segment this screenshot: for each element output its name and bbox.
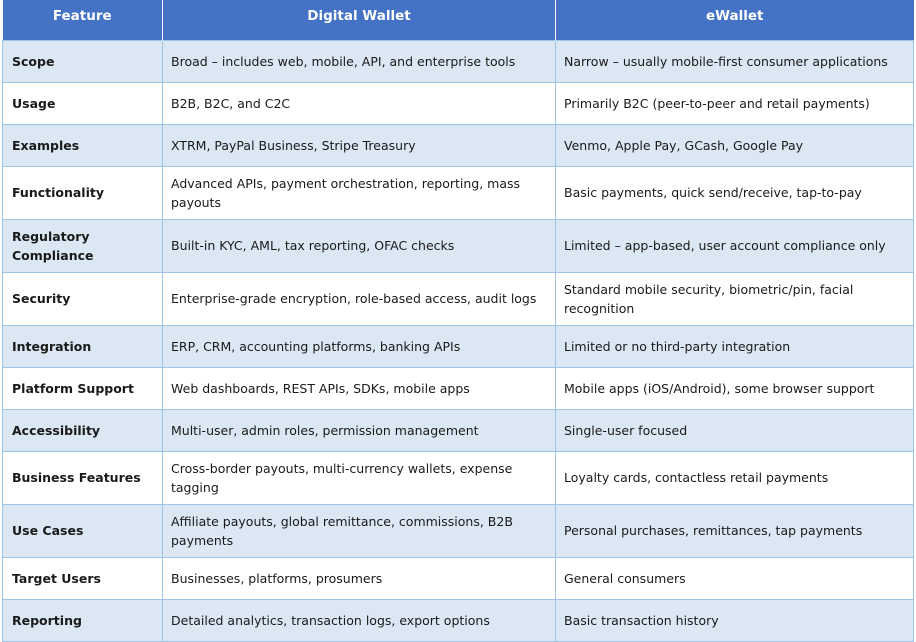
table-row — [3, 220, 914, 273]
digital-wallet-cell: Detailed analytics, transaction logs, export options — [163, 600, 556, 642]
header-feature: Feature — [3, 0, 163, 41]
comparison-table — [2, 0, 914, 642]
header-ewallet: eWallet — [556, 0, 914, 41]
digital-wallet-cell: Affiliate payouts, global remittance, commissions, B2B payments — [163, 505, 556, 558]
digital-wallet-cell: Multi-user, admin roles, permission management — [163, 410, 556, 452]
table-row — [3, 452, 914, 505]
table-row — [3, 167, 914, 220]
feature-cell: Target Users — [3, 558, 163, 600]
comparison-table-container — [2, 0, 913, 632]
table-row — [3, 505, 914, 558]
ewallet-cell: Primarily B2C (peer-to-peer and retail payments) — [556, 83, 914, 125]
ewallet-cell: General consumers — [556, 558, 914, 600]
header-row — [3, 0, 914, 41]
digital-wallet-cell: Cross-border payouts, multi-currency wallets, expense tagging — [163, 452, 556, 505]
digital-wallet-cell: Enterprise-grade encryption, role-based access, audit logs — [163, 273, 556, 326]
table-row — [3, 558, 914, 600]
feature-cell: Regulatory Compliance — [3, 220, 163, 273]
ewallet-cell: Loyalty cards, contactless retail payments — [556, 452, 914, 505]
feature-cell: Platform Support — [3, 368, 163, 410]
digital-wallet-cell: Web dashboards, REST APIs, SDKs, mobile apps — [163, 368, 556, 410]
digital-wallet-cell: Broad – includes web, mobile, API, and enterprise tools — [163, 41, 556, 83]
table-row — [3, 410, 914, 452]
feature-cell: Integration — [3, 326, 163, 368]
feature-cell: Functionality — [3, 167, 163, 220]
table-row — [3, 273, 914, 326]
feature-cell: Accessibility — [3, 410, 163, 452]
ewallet-cell: Venmo, Apple Pay, GCash, Google Pay — [556, 125, 914, 167]
table-row — [3, 125, 914, 167]
digital-wallet-cell: ERP, CRM, accounting platforms, banking APIs — [163, 326, 556, 368]
table-row — [3, 326, 914, 368]
ewallet-cell: Mobile apps (iOS/Android), some browser support — [556, 368, 914, 410]
digital-wallet-cell: XTRM, PayPal Business, Stripe Treasury — [163, 125, 556, 167]
digital-wallet-cell: Built-in KYC, AML, tax reporting, OFAC checks — [163, 220, 556, 273]
feature-cell: Use Cases — [3, 505, 163, 558]
digital-wallet-cell: Advanced APIs, payment orchestration, reporting, mass payouts — [163, 167, 556, 220]
ewallet-cell: Limited – app-based, user account compliance only — [556, 220, 914, 273]
digital-wallet-cell: B2B, B2C, and C2C — [163, 83, 556, 125]
table-row — [3, 83, 914, 125]
feature-cell: Security — [3, 273, 163, 326]
table-row — [3, 41, 914, 83]
feature-cell: Usage — [3, 83, 163, 125]
ewallet-cell: Limited or no third-party integration — [556, 326, 914, 368]
table-row — [3, 600, 914, 642]
table-row — [3, 368, 914, 410]
digital-wallet-cell: Businesses, platforms, prosumers — [163, 558, 556, 600]
ewallet-cell: Basic payments, quick send/receive, tap-to-pay — [556, 167, 914, 220]
header-digital-wallet: Digital Wallet — [163, 0, 556, 41]
ewallet-cell: Personal purchases, remittances, tap payments — [556, 505, 914, 558]
ewallet-cell: Narrow – usually mobile-first consumer applications — [556, 41, 914, 83]
ewallet-cell: Standard mobile security, biometric/pin, facial recognition — [556, 273, 914, 326]
feature-cell: Business Features — [3, 452, 163, 505]
feature-cell: Reporting — [3, 600, 163, 642]
ewallet-cell: Basic transaction history — [556, 600, 914, 642]
ewallet-cell: Single-user focused — [556, 410, 914, 452]
feature-cell: Examples — [3, 125, 163, 167]
feature-cell: Scope — [3, 41, 163, 83]
